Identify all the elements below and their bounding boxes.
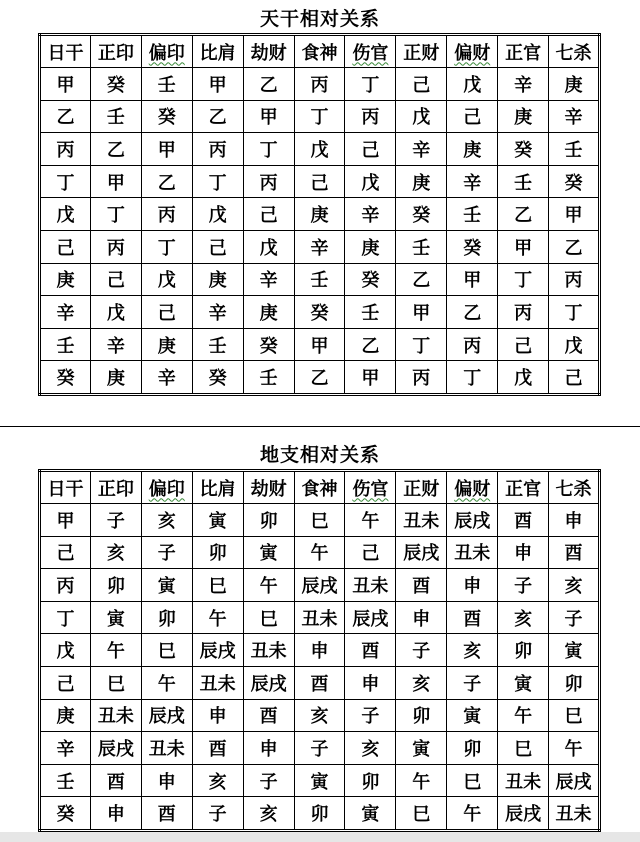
table-cell: 甲 [549,198,600,231]
table-cell: 乙 [243,68,294,101]
table-cell: 申 [294,634,345,667]
table-cell: 癸 [447,230,498,263]
table-cell: 甲 [243,100,294,133]
table-row [40,263,600,296]
table-cell: 丑未 [294,601,345,634]
row-label-cell: 乙 [40,100,91,133]
table-cell: 午 [447,797,498,831]
table-cell: 寅 [141,569,192,602]
table-cell: 子 [294,732,345,765]
column-header: 食神 [294,35,345,68]
table-cell: 亥 [90,536,141,569]
table-cell: 子 [498,569,549,602]
table-cell: 戊 [396,100,447,133]
table-cell: 甲 [192,68,243,101]
row-label-cell: 壬 [40,328,91,361]
table-cell: 甲 [294,328,345,361]
table-cell: 子 [90,504,141,537]
column-header: 正印 [90,471,141,504]
table-cell: 辛 [498,68,549,101]
table-cell: 子 [192,797,243,831]
table-cell: 巳 [90,666,141,699]
table-cell: 亥 [447,634,498,667]
row-label-cell: 癸 [40,361,91,395]
table-cell: 壬 [243,361,294,395]
table-cell: 卯 [549,666,600,699]
row-label-cell: 丁 [40,601,91,634]
column-header: 偏财 [447,35,498,68]
table-cell: 己 [141,296,192,329]
table-cell: 癸 [243,328,294,361]
table-cell: 辰戌 [192,634,243,667]
table-cell: 丙 [90,230,141,263]
table-row [40,504,600,537]
table-cell: 癸 [294,296,345,329]
table-cell: 甲 [345,361,396,395]
table-cell: 午 [549,732,600,765]
row-label-cell: 戊 [40,634,91,667]
heavenly-stems-title: 天干相对关系 [259,8,380,30]
row-label-cell: 甲 [40,68,91,101]
table-cell: 辛 [243,263,294,296]
table-cell: 丙 [345,100,396,133]
table-cell: 酉 [498,504,549,537]
table-cell: 丁 [141,230,192,263]
table-cell: 乙 [498,198,549,231]
table-cell: 癸 [345,263,396,296]
table-cell: 甲 [396,296,447,329]
table-cell: 壬 [498,165,549,198]
table-cell: 甲 [90,165,141,198]
table-row [40,198,600,231]
header-row [40,35,600,68]
heavenly-stems-table [38,33,601,396]
row-label-cell: 辛 [40,732,91,765]
table-cell: 午 [396,764,447,797]
table-cell: 庚 [294,198,345,231]
table-cell: 丁 [192,165,243,198]
table-cell: 寅 [549,634,600,667]
table-cell: 戊 [243,230,294,263]
column-header: 伤官 [345,471,396,504]
table-cell: 巳 [294,504,345,537]
table-cell: 癸 [90,68,141,101]
table-row [40,230,600,263]
table-cell: 午 [141,666,192,699]
table-row [40,165,600,198]
table-cell: 辰戌 [90,732,141,765]
table-cell: 庚 [447,133,498,166]
table-cell: 丑未 [498,764,549,797]
table-cell: 壬 [345,296,396,329]
table-cell: 亥 [192,764,243,797]
table-cell: 午 [294,536,345,569]
table-cell: 庚 [141,328,192,361]
table-row [40,569,600,602]
table-cell: 子 [243,764,294,797]
table-cell: 壬 [447,198,498,231]
table-cell: 丁 [294,100,345,133]
table-cell: 乙 [345,328,396,361]
table-cell: 酉 [345,634,396,667]
table-row [40,797,600,831]
row-label-cell: 辛 [40,296,91,329]
row-label-cell: 庚 [40,699,91,732]
table-cell: 亥 [549,569,600,602]
table-row [40,601,600,634]
row-label-cell: 己 [40,666,91,699]
row-label-cell: 己 [40,230,91,263]
table-cell: 申 [192,699,243,732]
table-cell: 戊 [498,361,549,395]
column-header: 正财 [396,35,447,68]
table-cell: 庚 [90,361,141,395]
table-cell: 己 [549,361,600,395]
table-cell: 庚 [498,100,549,133]
row-label-cell: 戊 [40,198,91,231]
table-cell: 庚 [549,68,600,101]
table-cell: 亥 [345,732,396,765]
table-cell: 辛 [396,133,447,166]
table-cell: 卯 [345,764,396,797]
table-cell: 己 [294,165,345,198]
table-cell: 癸 [498,133,549,166]
table-cell: 丙 [294,68,345,101]
column-header: 劫财 [243,471,294,504]
table-cell: 辛 [549,100,600,133]
table-cell: 丙 [396,361,447,395]
table-cell: 辰戌 [498,797,549,831]
table-cell: 酉 [192,732,243,765]
column-header: 劫财 [243,35,294,68]
table-cell: 癸 [192,361,243,395]
row-label-cell: 丙 [40,133,91,166]
table-cell: 子 [396,634,447,667]
table-cell: 甲 [141,133,192,166]
row-label-cell: 庚 [40,263,91,296]
table-cell: 戊 [141,263,192,296]
table-cell: 壬 [141,68,192,101]
table-cell: 庚 [345,230,396,263]
table-cell: 酉 [141,797,192,831]
table-cell: 戊 [447,68,498,101]
header-row [40,471,600,504]
table-cell: 戊 [90,296,141,329]
table-cell: 卯 [294,797,345,831]
table-cell: 酉 [549,536,600,569]
table-cell: 庚 [243,296,294,329]
table-cell: 申 [141,764,192,797]
table-cell: 己 [447,100,498,133]
table-cell: 子 [141,536,192,569]
table-cell: 巳 [549,699,600,732]
table-cell: 丑未 [192,666,243,699]
table-row [40,536,600,569]
table-cell: 亥 [243,797,294,831]
column-header: 日干 [40,35,91,68]
table-cell: 丑未 [90,699,141,732]
table-cell: 庚 [396,165,447,198]
page-bottom-strip [0,832,640,842]
table-row [40,133,600,166]
table-cell: 辰戌 [345,601,396,634]
table-cell: 辛 [447,165,498,198]
earthly-branches-table [38,469,601,832]
row-label-cell: 癸 [40,797,91,831]
table-cell: 戊 [192,198,243,231]
table-row [40,68,600,101]
table-cell: 卯 [141,601,192,634]
table-cell: 寅 [345,797,396,831]
table-cell: 巳 [498,732,549,765]
table-cell: 申 [549,504,600,537]
table-cell: 辛 [192,296,243,329]
table-cell: 申 [447,569,498,602]
row-label-cell: 甲 [40,504,91,537]
table-cell: 申 [396,601,447,634]
table-cell: 辰戌 [549,764,600,797]
table-cell: 丑未 [396,504,447,537]
column-header: 比肩 [192,471,243,504]
table-cell: 庚 [192,263,243,296]
table-cell: 巳 [192,569,243,602]
column-header: 伤官 [345,35,396,68]
table-cell: 辰戌 [141,699,192,732]
table-cell: 寅 [396,732,447,765]
table-cell: 戊 [294,133,345,166]
table-cell: 辛 [90,328,141,361]
table-cell: 午 [243,569,294,602]
table-cell: 亥 [141,504,192,537]
table-cell: 申 [345,666,396,699]
table-cell: 寅 [192,504,243,537]
table-cell: 辛 [141,361,192,395]
column-header: 正官 [498,471,549,504]
table-cell: 己 [498,328,549,361]
row-label-cell: 壬 [40,764,91,797]
table-cell: 癸 [549,165,600,198]
table-cell: 己 [345,536,396,569]
table-cell: 酉 [447,601,498,634]
table-cell: 卯 [498,634,549,667]
table-cell: 乙 [447,296,498,329]
table-cell: 丁 [447,361,498,395]
table-cell: 丑未 [447,536,498,569]
column-header: 偏印 [141,471,192,504]
table-cell: 丙 [141,198,192,231]
table-cell: 丙 [498,296,549,329]
table-row [40,699,600,732]
column-header: 偏财 [447,471,498,504]
table-cell: 卯 [243,504,294,537]
table-cell: 卯 [447,732,498,765]
table-cell: 戊 [549,328,600,361]
table-cell: 辰戌 [447,504,498,537]
table-cell: 巳 [141,634,192,667]
table-cell: 己 [90,263,141,296]
table-cell: 丑未 [345,569,396,602]
table-cell: 寅 [90,601,141,634]
table-cell: 辰戌 [396,536,447,569]
table-cell: 子 [345,699,396,732]
table-cell: 甲 [498,230,549,263]
table-cell: 己 [345,133,396,166]
table-cell: 癸 [141,100,192,133]
earthly-branches-title: 地支相对关系 [259,444,380,466]
table-row [40,764,600,797]
table-cell: 申 [243,732,294,765]
table-cell: 丙 [447,328,498,361]
row-label-cell: 丙 [40,569,91,602]
table-cell: 丁 [243,133,294,166]
table-cell: 壬 [192,328,243,361]
table-cell: 丑未 [243,634,294,667]
table-cell: 辰戌 [294,569,345,602]
table-cell: 亥 [294,699,345,732]
table-cell: 壬 [549,133,600,166]
table-cell: 戊 [345,165,396,198]
column-header: 正印 [90,35,141,68]
table-cell: 辛 [294,230,345,263]
table-cell: 丑未 [549,797,600,831]
table-cell: 午 [345,504,396,537]
table-cell: 乙 [294,361,345,395]
table-cell: 壬 [90,100,141,133]
column-header: 偏印 [141,35,192,68]
table-cell: 乙 [141,165,192,198]
column-header: 正财 [396,471,447,504]
table-cell: 酉 [396,569,447,602]
table-cell: 子 [549,601,600,634]
table-cell: 丁 [498,263,549,296]
table-row [40,634,600,667]
table-cell: 乙 [396,263,447,296]
table-cell: 酉 [90,764,141,797]
table-cell: 巳 [243,601,294,634]
table-row [40,666,600,699]
table-cell: 辛 [345,198,396,231]
table-row [40,100,600,133]
row-label-cell: 己 [40,536,91,569]
table-cell: 午 [90,634,141,667]
table-cell: 丙 [192,133,243,166]
table-cell: 巳 [396,797,447,831]
column-header: 七杀 [549,35,600,68]
table-row [40,732,600,765]
table-cell: 壬 [294,263,345,296]
table-cell: 巳 [447,764,498,797]
table-cell: 壬 [396,230,447,263]
table-cell: 卯 [90,569,141,602]
table-cell: 亥 [396,666,447,699]
table-cell: 己 [396,68,447,101]
table-row [40,328,600,361]
table-cell: 乙 [90,133,141,166]
table-row [40,296,600,329]
table-cell: 丁 [90,198,141,231]
column-header: 七杀 [549,471,600,504]
table-cell: 乙 [192,100,243,133]
section-divider [0,426,640,427]
table-cell: 丁 [396,328,447,361]
column-header: 日干 [40,471,91,504]
column-header: 比肩 [192,35,243,68]
table-cell: 申 [90,797,141,831]
table-cell: 己 [243,198,294,231]
column-header: 正官 [498,35,549,68]
table-cell: 卯 [396,699,447,732]
table-cell: 丑未 [141,732,192,765]
table-cell: 酉 [243,699,294,732]
table-cell: 寅 [447,699,498,732]
row-label-cell: 丁 [40,165,91,198]
table-cell: 乙 [549,230,600,263]
table-cell: 己 [192,230,243,263]
table-cell: 酉 [294,666,345,699]
table-cell: 丙 [549,263,600,296]
table-cell: 甲 [447,263,498,296]
table-cell: 寅 [243,536,294,569]
table-cell: 寅 [294,764,345,797]
table-cell: 卯 [192,536,243,569]
column-header: 食神 [294,471,345,504]
table-cell: 申 [498,536,549,569]
table-cell: 亥 [498,601,549,634]
table-cell: 辰戌 [243,666,294,699]
table-cell: 丁 [345,68,396,101]
table-cell: 丙 [243,165,294,198]
table-cell: 子 [447,666,498,699]
table-cell: 寅 [498,666,549,699]
table-cell: 午 [192,601,243,634]
table-cell: 午 [498,699,549,732]
table-cell: 癸 [396,198,447,231]
table-cell: 丁 [549,296,600,329]
table-row [40,361,600,395]
